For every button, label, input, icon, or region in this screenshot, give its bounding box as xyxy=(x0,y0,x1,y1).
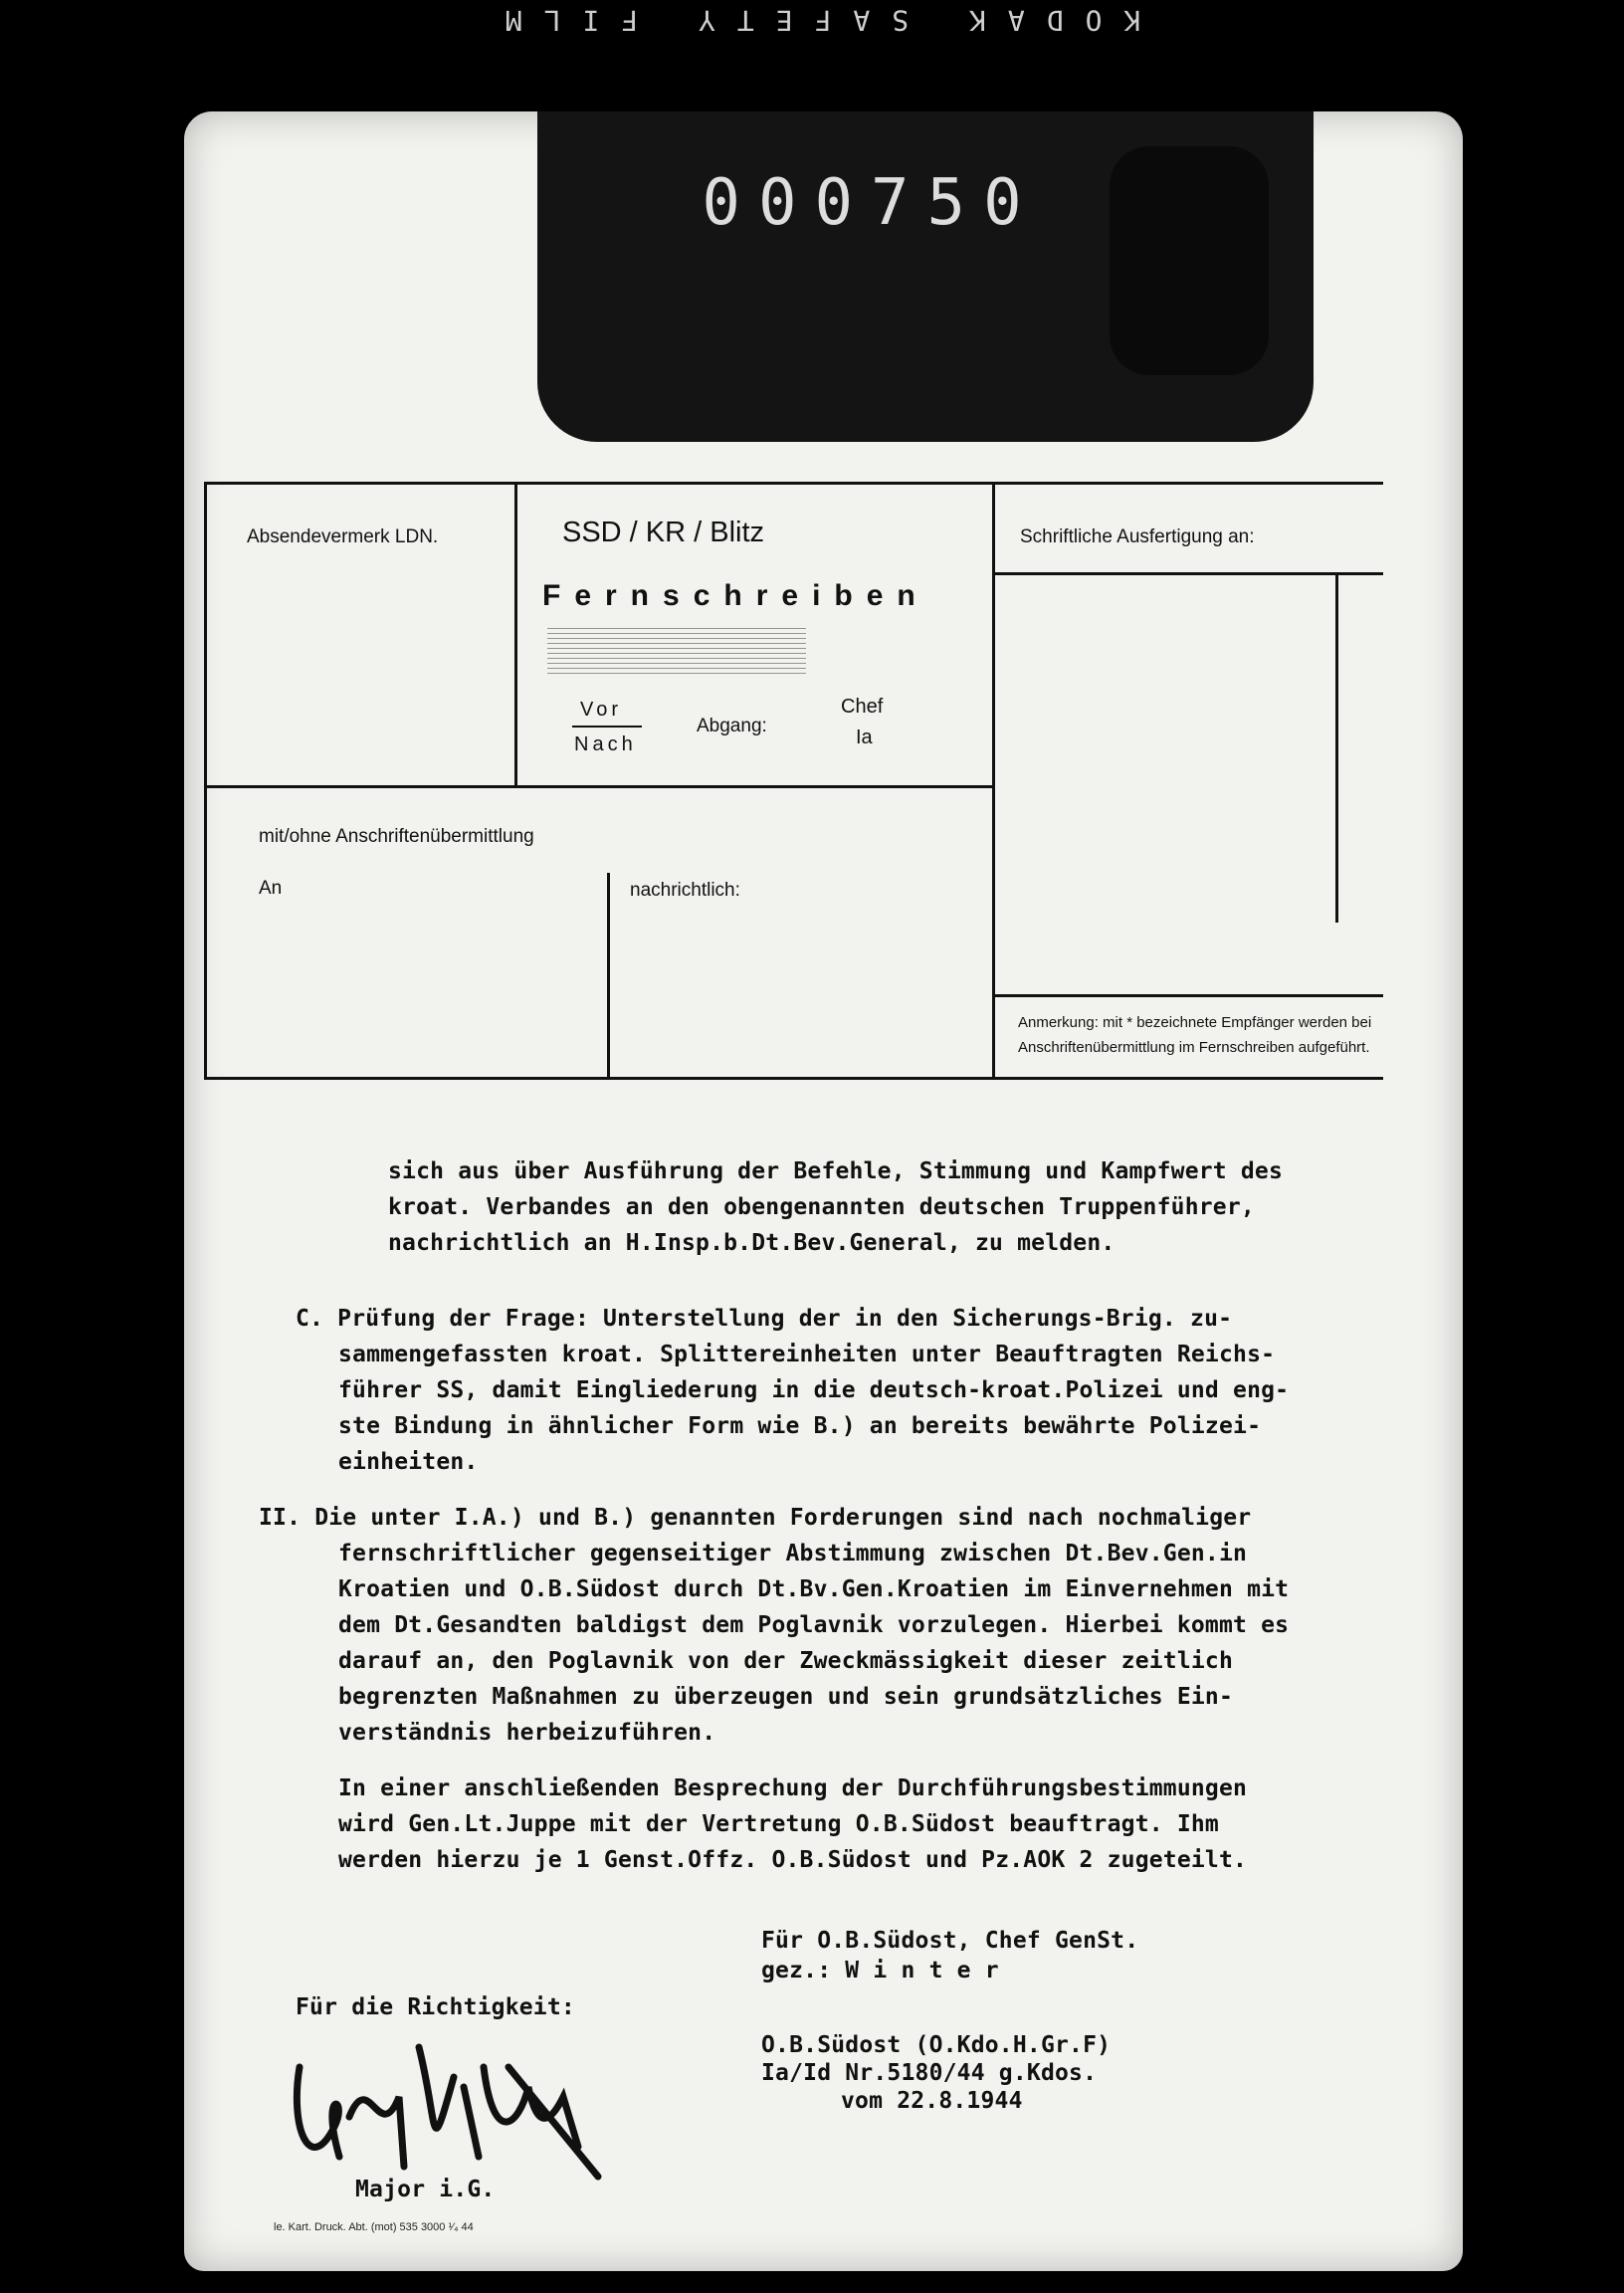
body-line: Kroatien und O.B.Südost durch Dt.Bv.Gen.Kroatien im Einvernehmen mit xyxy=(338,1576,1290,1602)
mit-ohne-label: mit/ohne Anschriftenübermittlung xyxy=(259,826,534,847)
body-line: werden hierzu je 1 Genst.Offz. O.B.Südost und Pz.AOK 2 zugeteilt. xyxy=(338,1847,1248,1873)
nach-label: Nach xyxy=(574,733,637,755)
frame-counter-device xyxy=(537,111,1314,442)
body-line: II. Die unter I.A.) und B.) genannten Forderungen sind nach nochmaliger xyxy=(259,1505,1252,1531)
counter-knob xyxy=(1110,146,1269,375)
absendevermerk-label: Absendevermerk LDN. xyxy=(247,526,439,547)
reference-line-1: O.B.Südost (O.Kdo.H.Gr.F) xyxy=(761,2032,1112,2058)
film-edge-print: KODAK SAFETY FILM xyxy=(483,4,1141,37)
body-line: In einer anschließenden Besprechung der Durchführungsbestimmungen xyxy=(338,1775,1248,1801)
rank-label: Major i.G. xyxy=(355,2177,496,2202)
nachrichtlich-label: nachrichtlich: xyxy=(630,880,740,901)
body-line: verständnis herbeizuführen. xyxy=(338,1720,716,1746)
teletype-form-header xyxy=(204,482,1383,1080)
body-line: C. Prüfung der Frage: Unterstellung der in den Sicherungs-Brig. zu- xyxy=(296,1306,1233,1332)
body-line: einheiten. xyxy=(338,1449,479,1475)
schriftliche-label: Schriftliche Ausfertigung an: xyxy=(1020,526,1255,547)
document-page xyxy=(184,111,1463,2271)
handwritten-signature xyxy=(280,2007,608,2206)
body-line: sammengefassten kroat. Splittereinheiten unter Beauftragten Reichs- xyxy=(338,1342,1276,1367)
body-line: sich aus über Ausführung der Befehle, Stimmung und Kampfwert des xyxy=(388,1158,1284,1184)
chef-label: Chef xyxy=(841,696,884,718)
signoff-line-1: Für O.B.Südost, Chef GenSt. xyxy=(761,1928,1139,1954)
body-line: ste Bindung in ähnlicher Form wie B.) an bereits bewährte Polizei- xyxy=(338,1413,1262,1439)
body-line: darauf an, den Poglavnik von der Zweckmässigkeit dieser zeitlich xyxy=(338,1648,1234,1674)
body-line: wird Gen.Lt.Juppe mit der Vertretung O.B.Südost beauftragt. Ihm xyxy=(338,1811,1219,1837)
vor-label: Vor xyxy=(580,699,623,721)
priority-header: SSD / KR / Blitz xyxy=(562,517,765,548)
ia-label: Ia xyxy=(856,727,873,748)
anmerkung-line-1: Anmerkung: mit * bezeichnete Empfänger werden bei xyxy=(1018,1014,1372,1031)
body-line: führer SS, damit Eingliederung in die deutsch-kroat.Polizei und eng- xyxy=(338,1377,1290,1403)
anmerkung-line-2: Anschriftenübermittlung im Fernschreiben aufgeführt. xyxy=(1018,1039,1370,1056)
richtigkeit-label: Für die Richtigkeit: xyxy=(296,1994,575,2020)
reference-line-3: vom 22.8.1944 xyxy=(841,2088,1023,2114)
hatched-band xyxy=(547,626,806,674)
form-title: Fernschreiben xyxy=(542,579,929,612)
body-line: begrenzten Maßnahmen zu überzeugen und sein grundsätzliches Ein- xyxy=(338,1684,1234,1710)
abgang-label: Abgang: xyxy=(697,716,767,736)
body-line: kroat. Verbandes an den obengenannten deutschen Truppenführer, xyxy=(388,1194,1255,1220)
frame-counter-number: 000750 xyxy=(702,166,1040,240)
signoff-line-2: gez.: W i n t e r xyxy=(761,1958,999,1983)
body-line: fernschriftlicher gegenseitiger Abstimmung zwischen Dt.Bev.Gen.in xyxy=(338,1541,1248,1566)
an-label: An xyxy=(259,878,283,899)
body-line: nachrichtlich an H.Insp.b.Dt.Bev.General, zu melden. xyxy=(388,1230,1116,1256)
printer-imprint: le. Kart. Druck. Abt. (mot) 535 3000 ¹⁄₄ 44 xyxy=(274,2221,474,2233)
reference-line-2: Ia/Id Nr.5180/44 g.Kdos. xyxy=(761,2060,1098,2086)
body-line: dem Dt.Gesandten baldigst dem Poglavnik vorzulegen. Hierbei kommt es xyxy=(338,1612,1290,1638)
